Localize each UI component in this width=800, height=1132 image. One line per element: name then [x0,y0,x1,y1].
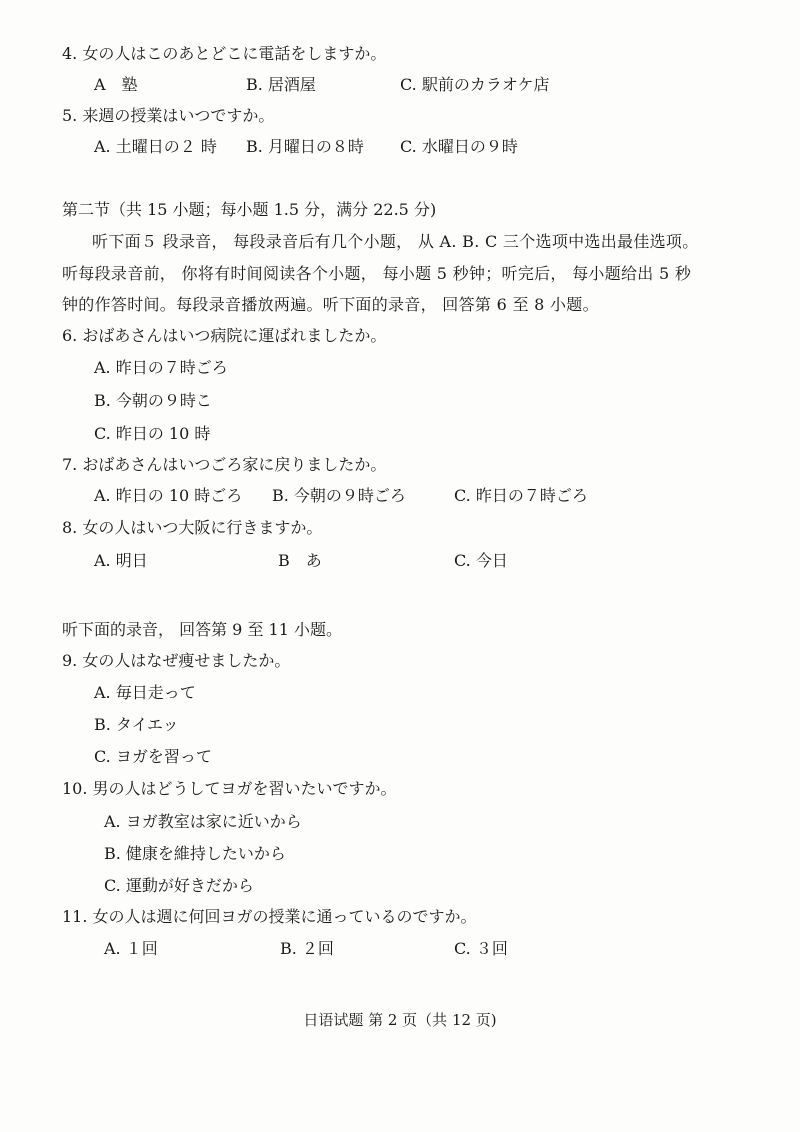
question-11-stem: 11. 女の人は週に何回ヨガの授業に通っているのですか。 [62,907,477,926]
question-4-option-b: B. 居酒屋 [246,75,316,94]
question-10-option-a: A. ヨガ教室は家に近いから [104,812,302,831]
question-11-option-b: B. ２回 [280,939,334,958]
section-2-heading: 第二节（共 15 小题；每小题 1.5 分，满分 22.5 分) [62,200,437,219]
question-6-stem: 6. おばあさんはいつ病院に運ばれましたか。 [62,326,387,345]
question-4-option-a: A 塾 [94,75,138,94]
question-5-option-a: A. 土曜日の２ 時 [94,137,217,156]
question-8-option-c: C. 今日 [454,551,508,570]
listen-prompt-9-11: 听下面的录音， 回答第 9 至 11 小题。 [62,620,342,639]
question-5-option-b: B. 月曜日の８時 [246,137,364,156]
section-2-instruction-line-1: 听下面５ 段录音， 每段录音后有几个小题， 从 A. B. C 三个选项中选出最佳选项。 [92,232,699,251]
page-footer: 日语试题 第 2 页（共 12 页) [303,1011,497,1029]
question-9-stem: 9. 女の人はなぜ痩せましたか。 [62,651,291,670]
question-9-option-a: A. 毎日走って [94,683,196,702]
question-10-option-c: C. 運動が好きだから [104,876,254,895]
question-11-option-c: C. ３回 [454,939,508,958]
section-2-instruction-line-2: 听每段录音前， 你将有时间阅读各个小题， 每小题 5 秒钟；听完后， 每小题给出 5 秒 [62,264,692,283]
question-10-option-b: B. 健康を維持したいから [104,844,286,863]
question-7-option-b: B. 今朝の９時ごろ [272,486,406,505]
question-5-stem: 5. 来週の授業はいつですか。 [62,106,275,125]
question-7-option-a: A. 昨日の 10 時ごろ [94,486,243,505]
question-10-stem: 10. 男の人はどうしてヨガを習いたいですか。 [62,779,397,798]
question-4-stem: 4. 女の人はこのあとどこに電話をしますか。 [62,44,387,63]
question-8-option-b: B あ [278,551,322,570]
question-11-option-a: A. １回 [104,939,158,958]
question-6-option-b: B. 今朝の９時こ [94,391,212,410]
question-4-option-c: C. 駅前のカラオケ店 [400,75,550,94]
question-9-option-c: C. ヨガを習って [94,747,212,766]
question-9-option-b: B. タイエッ [94,715,179,734]
question-7-option-c: C. 昨日の７時ごろ [454,486,588,505]
question-5-option-c: C. 水曜日の９時 [400,137,518,156]
question-6-option-c: C. 昨日の 10 時 [94,424,211,443]
question-8-option-a: A. 明日 [94,551,148,570]
question-6-option-a: A. 昨日の７時ごろ [94,358,228,377]
question-8-stem: 8. 女の人はいつ大阪に行きますか。 [62,518,323,537]
question-7-stem: 7. おばあさんはいつごろ家に戻りましたか。 [62,455,387,474]
section-2-instruction-line-3: 钟的作答时间。每段录音播放两遍。听下面的录音， 回答第 6 至 8 小题。 [62,295,599,314]
